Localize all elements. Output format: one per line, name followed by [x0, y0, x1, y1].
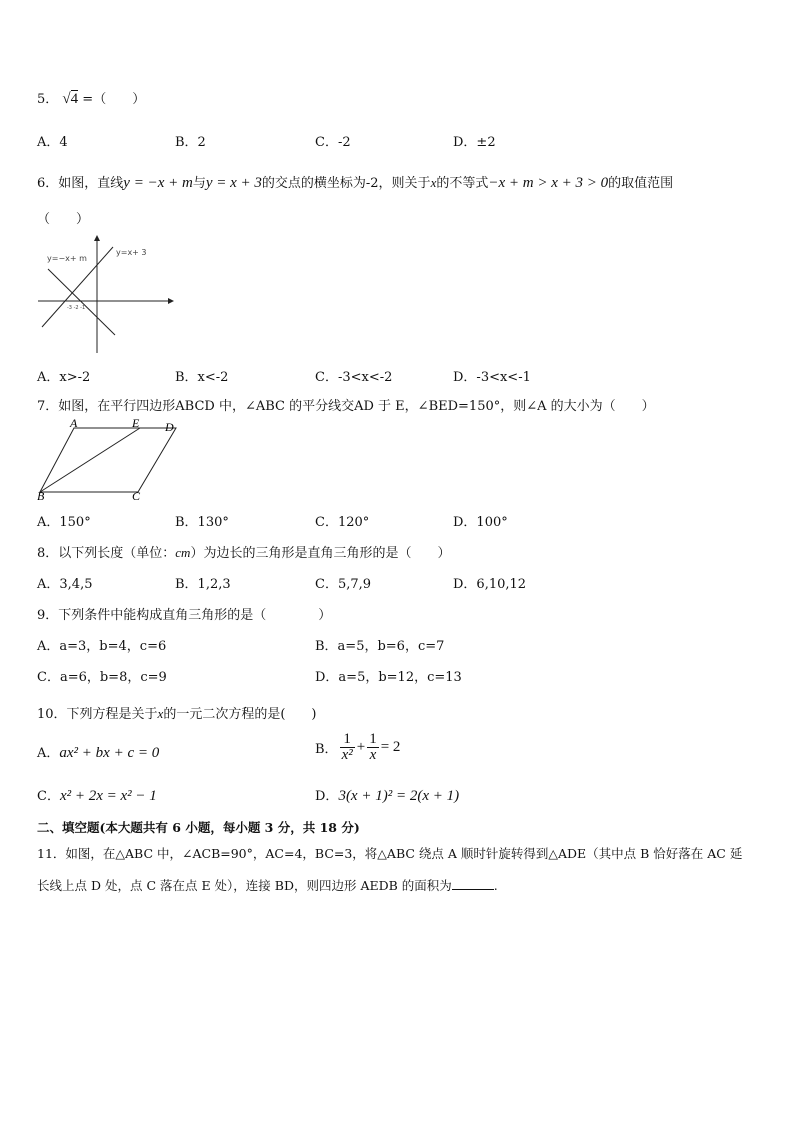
- answer-blank: [452, 877, 494, 890]
- q10-option-c-equation: x² + 2x = x² − 1: [59, 788, 157, 804]
- question-11-line-2: [37, 876, 498, 894]
- graph-label-line-2: y=x+ 3: [116, 248, 147, 257]
- plus-sign: +: [356, 739, 366, 755]
- q8-option-a: A．3,4,5: [37, 577, 93, 592]
- label-d: D: [165, 420, 174, 434]
- question-5: [37, 88, 145, 108]
- question-7: 7．如图，在平行四边形ABCD 中，∠ABC 的平分线交AD 于 E，∠BED=150°，则∠A 的大小为（ ）: [37, 399, 655, 414]
- q10-option-b: [315, 732, 400, 763]
- question-8: [37, 542, 450, 561]
- label-a: A: [70, 418, 78, 430]
- q8-option-c: C．5,7,9: [315, 577, 372, 592]
- q9-option-c: C．a=6，b=8，c=9: [37, 670, 167, 685]
- q10-option-d: [315, 785, 459, 805]
- q6-option-d: D．-3<x<-1: [453, 370, 531, 385]
- bisector-be: [40, 428, 140, 492]
- q8-option-b: B．1,2,3: [175, 577, 231, 592]
- label-b: B: [37, 489, 45, 502]
- q6-option-c: C．-3<x<-2: [315, 370, 393, 385]
- q6-option-b: B．x<-2: [175, 370, 229, 385]
- label-c: C: [132, 489, 141, 502]
- q10-variable: x: [157, 706, 164, 721]
- q9-option-d: D．a=5，b=12，c=13: [315, 670, 462, 685]
- q6-text-5: 的取值范围: [608, 176, 674, 191]
- line-y-eq-neg-x-plus-m: [48, 269, 115, 335]
- question-5-stem: =（ ）: [82, 92, 146, 107]
- q6-equation-2: y = x + 3: [205, 175, 262, 191]
- q10-option-c-label: C．: [37, 789, 60, 804]
- q6-variable: x: [430, 175, 437, 190]
- q10-option-b-rhs: = 2: [380, 739, 401, 755]
- fraction-one-over-x-squared: $\frac{1}{\text{x²}}$: [341, 731, 353, 763]
- q8-unit: cm: [175, 545, 191, 560]
- q6-text-1: 如图，直线: [58, 176, 124, 191]
- q9-option-a: A．a=3，b=4，c=6: [37, 639, 167, 654]
- q7-option-c: C．120°: [315, 515, 370, 530]
- fraction-one-over-x: $\frac{1}{x}$: [369, 731, 377, 763]
- q5-option-b: B．2: [175, 135, 206, 150]
- q11-text: 长线上点 D 处，点 C 落在点 E 处），连接 BD，则四边形 AEDB 的面积为: [37, 878, 452, 893]
- q10-option-c: [37, 785, 157, 805]
- q8-text-2: ）为边长的三角形是直角三角形的是（ ）: [190, 546, 451, 561]
- q11-end: .: [493, 878, 498, 893]
- y-axis-arrow: [94, 235, 100, 241]
- q10-option-a: [37, 742, 159, 762]
- q10-option-b-label: B．: [315, 742, 338, 757]
- q10-text-1: 10．下列方程是关于: [37, 707, 158, 722]
- label-e: E: [132, 418, 140, 430]
- graph-label-line-1: y=−x+ m: [47, 254, 87, 263]
- q10-option-d-label: D．: [315, 789, 339, 804]
- q6-text-4: 的不等式: [436, 176, 489, 191]
- q6-inequality: −x + m > x + 3 > 0: [488, 175, 609, 191]
- q6-text-3: 的交点的横坐标为-2，则关于: [261, 176, 431, 191]
- q5-option-d: D．±2: [453, 135, 496, 150]
- radicand: 4: [70, 91, 79, 107]
- q10-option-a-label: A．: [37, 746, 60, 761]
- x-axis-arrow: [168, 298, 174, 304]
- graph-tick-labels: -3 -2 -1: [67, 305, 86, 311]
- q8-option-d: D．6,10,12: [453, 577, 527, 592]
- q5-option-c: C．-2: [315, 135, 351, 150]
- q6-text-2: 与: [192, 176, 206, 191]
- q7-option-d: D．100°: [453, 515, 508, 530]
- q9-option-b: B．a=5，b=6，c=7: [315, 639, 445, 654]
- question-10: [37, 703, 316, 722]
- question-5-number: 5．: [37, 92, 59, 107]
- q10-option-a-equation: ax² + bx + c = 0: [59, 745, 160, 761]
- q6-option-a: A．x>-2: [37, 370, 91, 385]
- q7-option-a: A．150°: [37, 515, 91, 530]
- q10-option-d-equation: 3(x + 1)² = 2(x + 1): [338, 788, 460, 804]
- q7-option-b: B．130°: [175, 515, 229, 530]
- q6-graph-figure: [36, 233, 176, 355]
- question-11-line-1: 11．如图，在△ABC 中，∠ACB=90°，AC=4，BC=3，将△ABC 绕点 A 顺时针旋转得到△ADE（其中点 B 恰好落在 AC 延: [37, 846, 743, 861]
- q10-text-2: 的一元二次方程的是( ): [163, 707, 317, 722]
- q7-parallelogram-figure: [34, 418, 182, 502]
- sqrt-symbol: √4: [62, 91, 79, 107]
- question-6-number: 6．: [37, 176, 59, 191]
- q8-text-1: 8．以下列长度（单位：: [37, 546, 176, 561]
- question-9: 9．下列条件中能构成直角三角形的是（ ）: [37, 608, 332, 623]
- section-2-heading: 二、填空题(本大题共有 6 小题，每小题 3 分，共 18 分): [37, 820, 360, 835]
- question-6: [37, 172, 673, 192]
- parallelogram-abcd: [40, 428, 176, 492]
- q6-equation-1: y = −x + m: [123, 175, 193, 191]
- q5-option-a: A．4: [37, 135, 68, 150]
- q6-paren: （ ）: [37, 212, 90, 227]
